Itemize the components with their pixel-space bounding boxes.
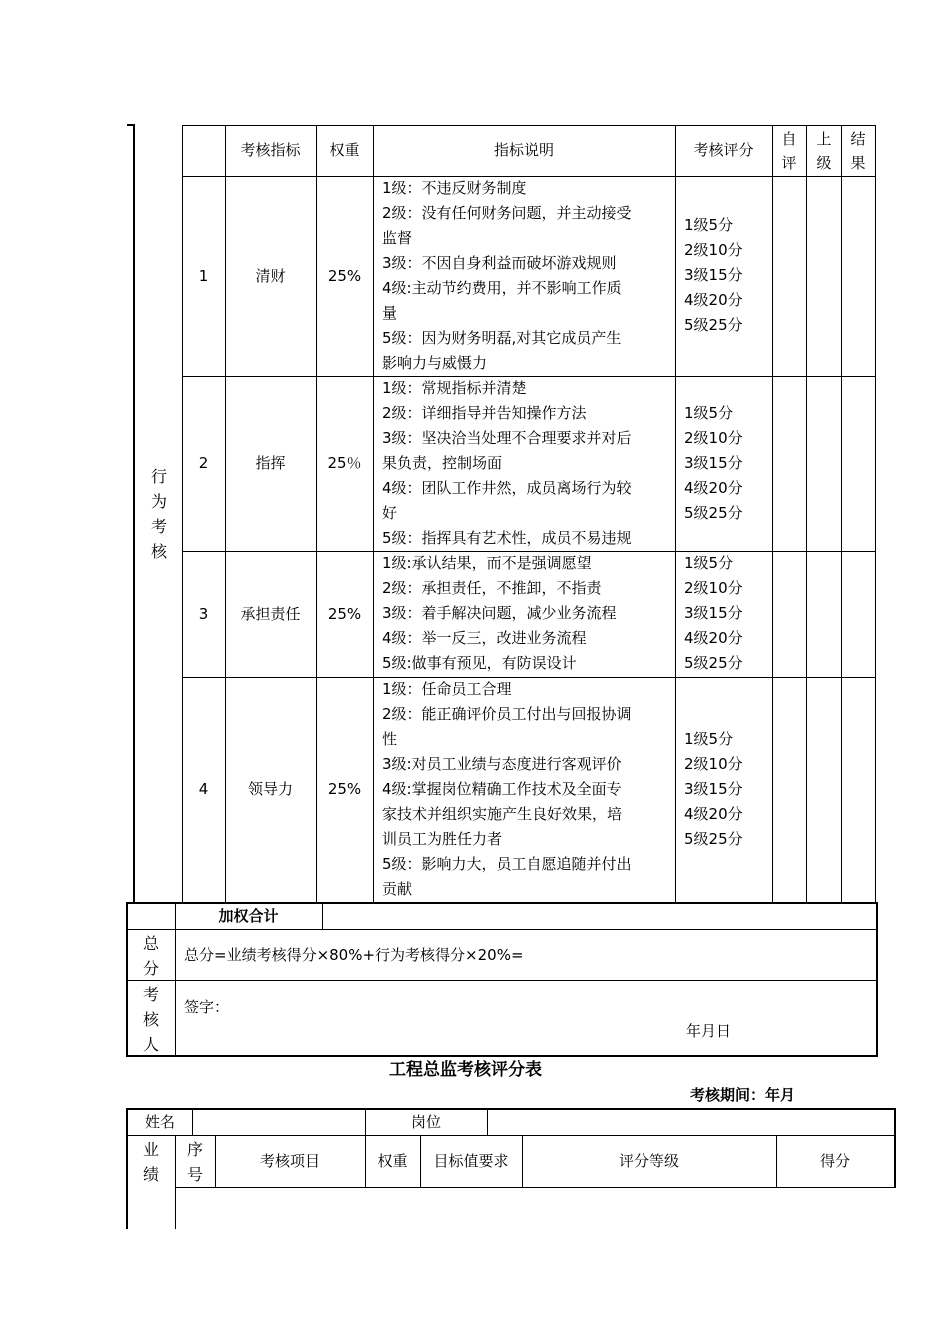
score-level: 4级20分: [684, 479, 743, 497]
row-indicator: 领导力: [247, 780, 293, 798]
score-level: 2级10分: [684, 755, 743, 773]
score-level: 4级20分: [684, 805, 743, 823]
description-line: 5级:做事有预见，有防误设计: [382, 654, 577, 672]
score-level: 5级25分: [684, 830, 743, 848]
score-level: 2级10分: [684, 241, 743, 259]
row-weight: 25%: [327, 780, 362, 798]
description-line: 3级：不因自身利益而破坏游戏规则: [382, 254, 617, 272]
row-scores: [684, 551, 743, 676]
row-description: [382, 551, 672, 676]
description-line: 贡献: [382, 880, 413, 898]
description-line: 2级：没有任何财务问题，并主动接受: [382, 204, 632, 222]
score-level: 1级5分: [684, 554, 734, 572]
header-scoring: 考核评分: [693, 141, 754, 159]
description-line: 1级：不违反财务制度: [382, 179, 527, 197]
description-line: 监督: [382, 229, 413, 247]
weighted-total-label: 加权合计: [218, 906, 279, 925]
description-line: 4级:掌握岗位精确工作技术及全面专: [382, 780, 622, 798]
row-weight: 25%: [327, 266, 362, 285]
position-label: 岗位: [410, 1112, 441, 1131]
total-formula: 总分=业绩考核得分×80%+行为考核得分×20%=: [184, 946, 524, 964]
assessment-period: 考核期间：年月: [690, 1086, 796, 1104]
description-line: 5级：影响力大，员工自愿追随并付出: [382, 855, 632, 873]
name-label: 姓名: [144, 1112, 175, 1131]
header-no: 序 号: [186, 1140, 203, 1184]
score-level: 5级25分: [684, 316, 743, 334]
row-number: 3: [198, 604, 209, 623]
date-label: 年月日: [686, 1022, 732, 1040]
row-description: [382, 677, 672, 902]
row-indicator: 指挥: [255, 454, 286, 472]
section-label: 行 为 考 核: [150, 467, 167, 561]
header-description: 指标说明: [493, 141, 554, 159]
header-result: 结 果: [850, 129, 866, 172]
score-level: 4级20分: [684, 291, 743, 309]
score-level: 1级5分: [684, 216, 734, 234]
row-number: 2: [198, 454, 209, 472]
reviewer-label: 考 核 人: [142, 985, 159, 1054]
header-weight: 权重: [329, 141, 360, 159]
score-level: 2级10分: [684, 579, 743, 597]
description-line: 1级：任命员工合理: [382, 680, 512, 698]
header-target: 目标值要求: [433, 1152, 509, 1170]
description-line: 3级：坚决洽当处理不合理要求并对后: [382, 429, 632, 447]
description-line: 果负责，控制场面: [382, 454, 503, 472]
score-level: 3级15分: [684, 266, 743, 284]
description-line: 家技术并组织实施产生良好效果，培: [382, 805, 623, 823]
row-description: [382, 176, 672, 376]
description-line: 2级：承担责任，不推卸，不指责: [382, 579, 602, 597]
row-weight: 25%: [327, 604, 362, 623]
description-line: 好: [382, 504, 398, 522]
row-indicator: 承担责任: [240, 604, 301, 623]
row-scores: [684, 727, 743, 852]
description-line: 性: [382, 730, 398, 748]
score-level: 4级20分: [684, 629, 743, 647]
description-line: 2级：详细指导并告知操作方法: [382, 404, 587, 422]
header-superior: 上 级: [816, 129, 832, 172]
description-line: 影响力与威慑力: [382, 354, 488, 372]
score-level: 5级25分: [684, 654, 743, 672]
description-line: 1级:承认结果，而不是强调愿望: [382, 554, 592, 572]
row-indicator: 清财: [255, 266, 286, 285]
header-score: 得分: [819, 1152, 850, 1170]
description-line: 4级：团队工作井然，成员离场行为较: [382, 479, 632, 497]
description-line: 2级：能正确评价员工付出与回报协调: [382, 705, 632, 723]
row-weight: 25％: [327, 454, 362, 472]
row-scores: [684, 401, 743, 526]
row-number: 1: [198, 266, 209, 285]
score-level: 3级15分: [684, 454, 743, 472]
description-line: 量: [382, 304, 398, 322]
signature-label: 签字：: [184, 998, 230, 1016]
score-level: 2级10分: [684, 429, 743, 447]
description-line: 5级：因为财务明磊,对其它成员产生: [382, 329, 622, 347]
header-item: 考核项目: [259, 1152, 320, 1170]
description-line: 训员工为胜任力者: [382, 830, 503, 848]
header-self: 自 评: [781, 129, 797, 172]
description-line: 1级：常规指标并清楚: [382, 379, 527, 397]
score-level: 3级15分: [684, 604, 743, 622]
score-level: 1级5分: [684, 730, 734, 748]
header-grade: 评分等级: [618, 1152, 679, 1170]
total-label: 总 分: [142, 934, 159, 978]
row-scores: [684, 213, 743, 338]
header-weight-2: 权重: [377, 1152, 408, 1170]
score-level: 5级25分: [684, 504, 743, 522]
score-level: 3级15分: [684, 780, 743, 798]
row-number: 4: [198, 780, 209, 798]
form-title: 工程总监考核评分表: [389, 1060, 542, 1080]
description-line: 3级:对员工业绩与态度进行客观评价: [382, 755, 622, 773]
description-line: 4级:主动节约费用，并不影响工作质: [382, 279, 622, 297]
description-line: 4级：举一反三，改进业务流程: [382, 629, 587, 647]
header-indicator: 考核指标: [240, 141, 301, 159]
row-description: [382, 376, 672, 551]
description-line: 5级：指挥具有艺术性，成员不易违规: [382, 529, 632, 547]
performance-label: 业 绩: [142, 1140, 159, 1184]
description-line: 3级：着手解决问题，减少业务流程: [382, 604, 617, 622]
score-level: 1级5分: [684, 404, 734, 422]
